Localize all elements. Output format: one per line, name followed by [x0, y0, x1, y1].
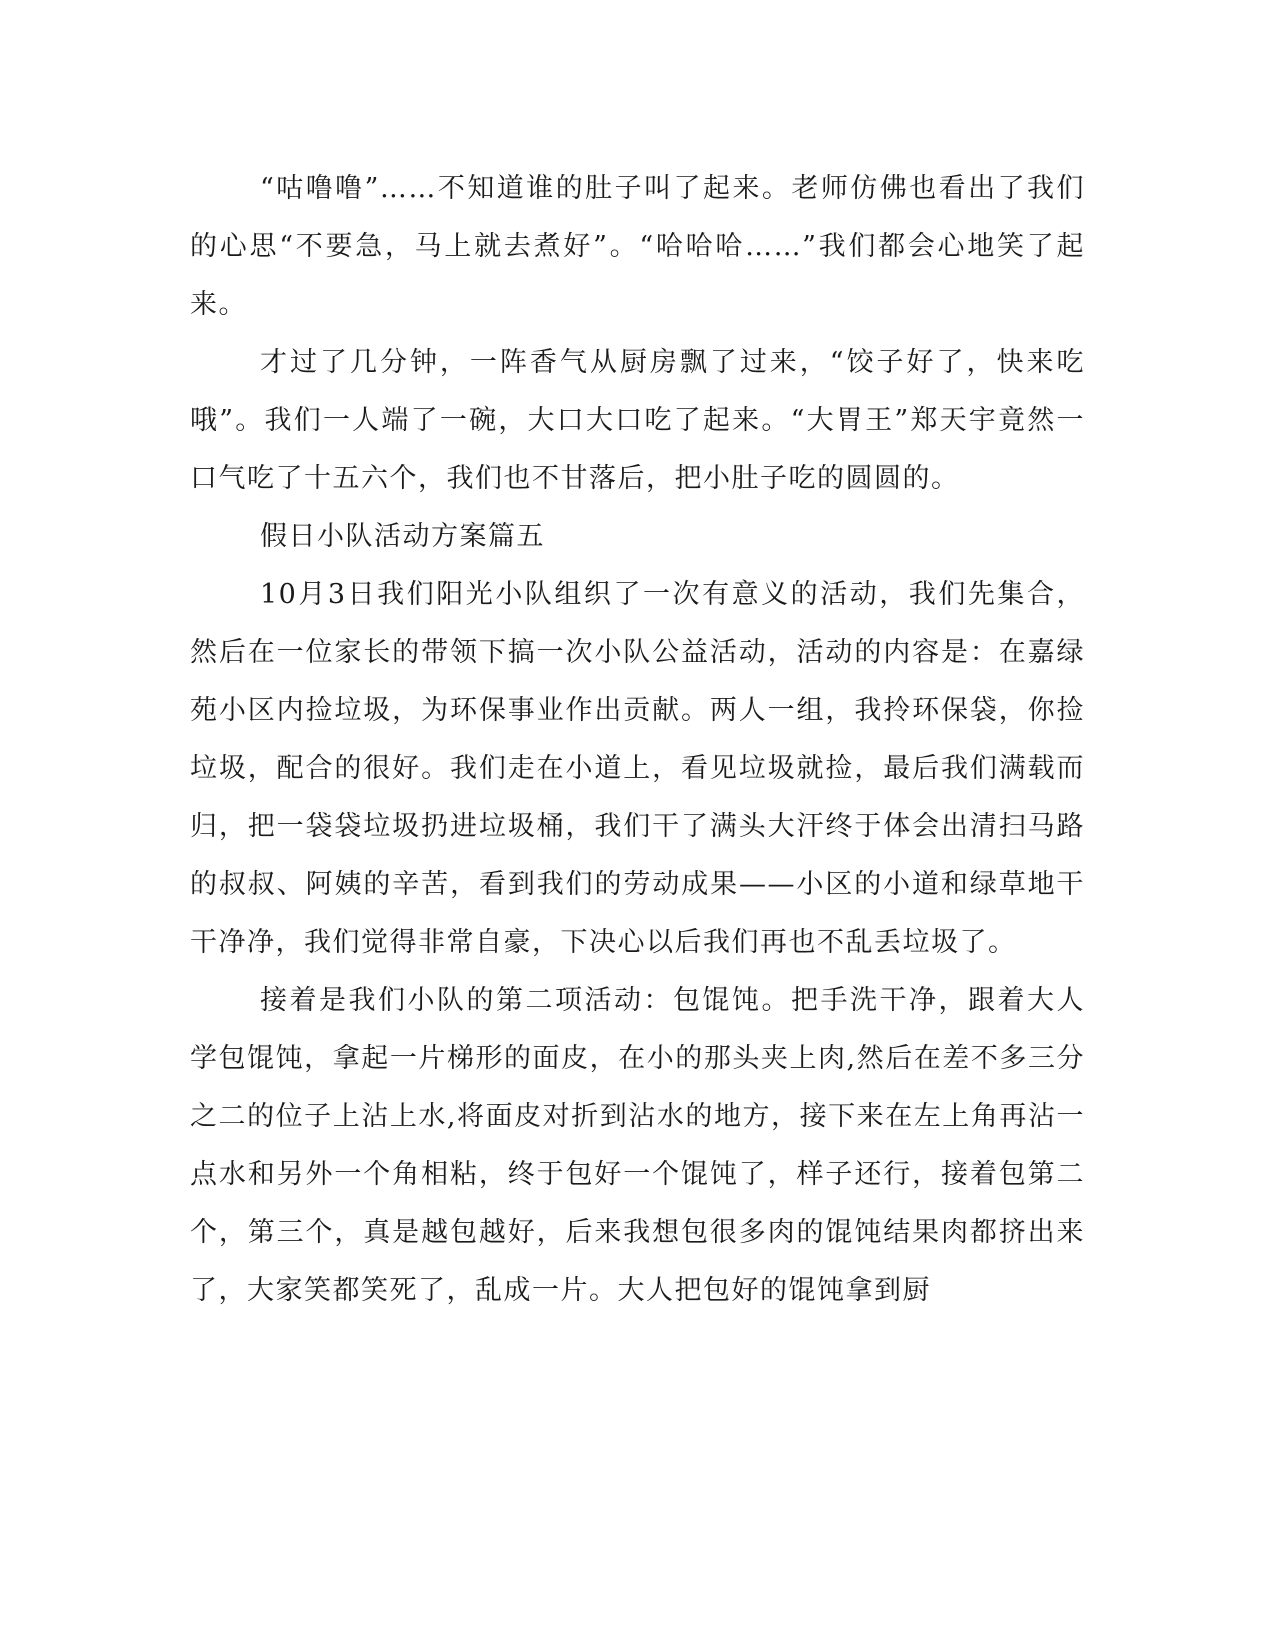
- document-body: [190, 160, 1085, 1320]
- paragraph-1: “咕噜噜”……不知道谁的肚子叫了起来。老师仿佛也看出了我们的心思“不要急，马上就去煮好”。“哈哈哈……”我们都会心地笑了起来。: [190, 173, 1085, 320]
- section-heading: 假日小队活动方案篇五: [260, 521, 545, 552]
- paragraph-4: 接着是我们小队的第二项活动：包馄饨。把手洗干净，跟着大人学包馄饨，拿起一片梯形的面皮，在小的那头夹上肉,然后在差不多三分之二的位子上沾上水,将面皮对折到沾水的地方，接下来在左上角再沾一点水和另外一个角相粘，终于包好一个馄饨了，样子还行，接着包第二个，第三个，真是越包越好，后来我想包很多肉的馄饨结果肉都挤出来了，大家笑都笑死了，乱成一片。大人把包好的馄饨拿到厨: [190, 985, 1085, 1306]
- paragraph-3: 10月3日我们阳光小队组织了一次有意义的活动，我们先集合，然后在一位家长的带领下搞一次小队公益活动，活动的内容是：在嘉绿苑小区内捡垃圾，为环保事业作出贡献。两人一组，我拎环保袋，你捡垃圾，配合的很好。我们走在小道上，看见垃圾就捡，最后我们满载而归，把一袋袋垃圾扔进垃圾桶，我们干了满头大汗终于体会出清扫马路的叔叔、阿姨的辛苦，看到我们的劳动成果——小区的小道和绿草地干干净净，我们觉得非常自豪，下决心以后我们再也不乱丢垃圾了。: [190, 579, 1085, 958]
- paragraph-2: 才过了几分钟，一阵香气从厨房飘了过来，“饺子好了，快来吃哦”。我们一人端了一碗，大口大口吃了起来。“大胃王”郑天宇竟然一口气吃了十五六个，我们也不甘落后，把小肚子吃的圆圆的。: [190, 347, 1085, 494]
